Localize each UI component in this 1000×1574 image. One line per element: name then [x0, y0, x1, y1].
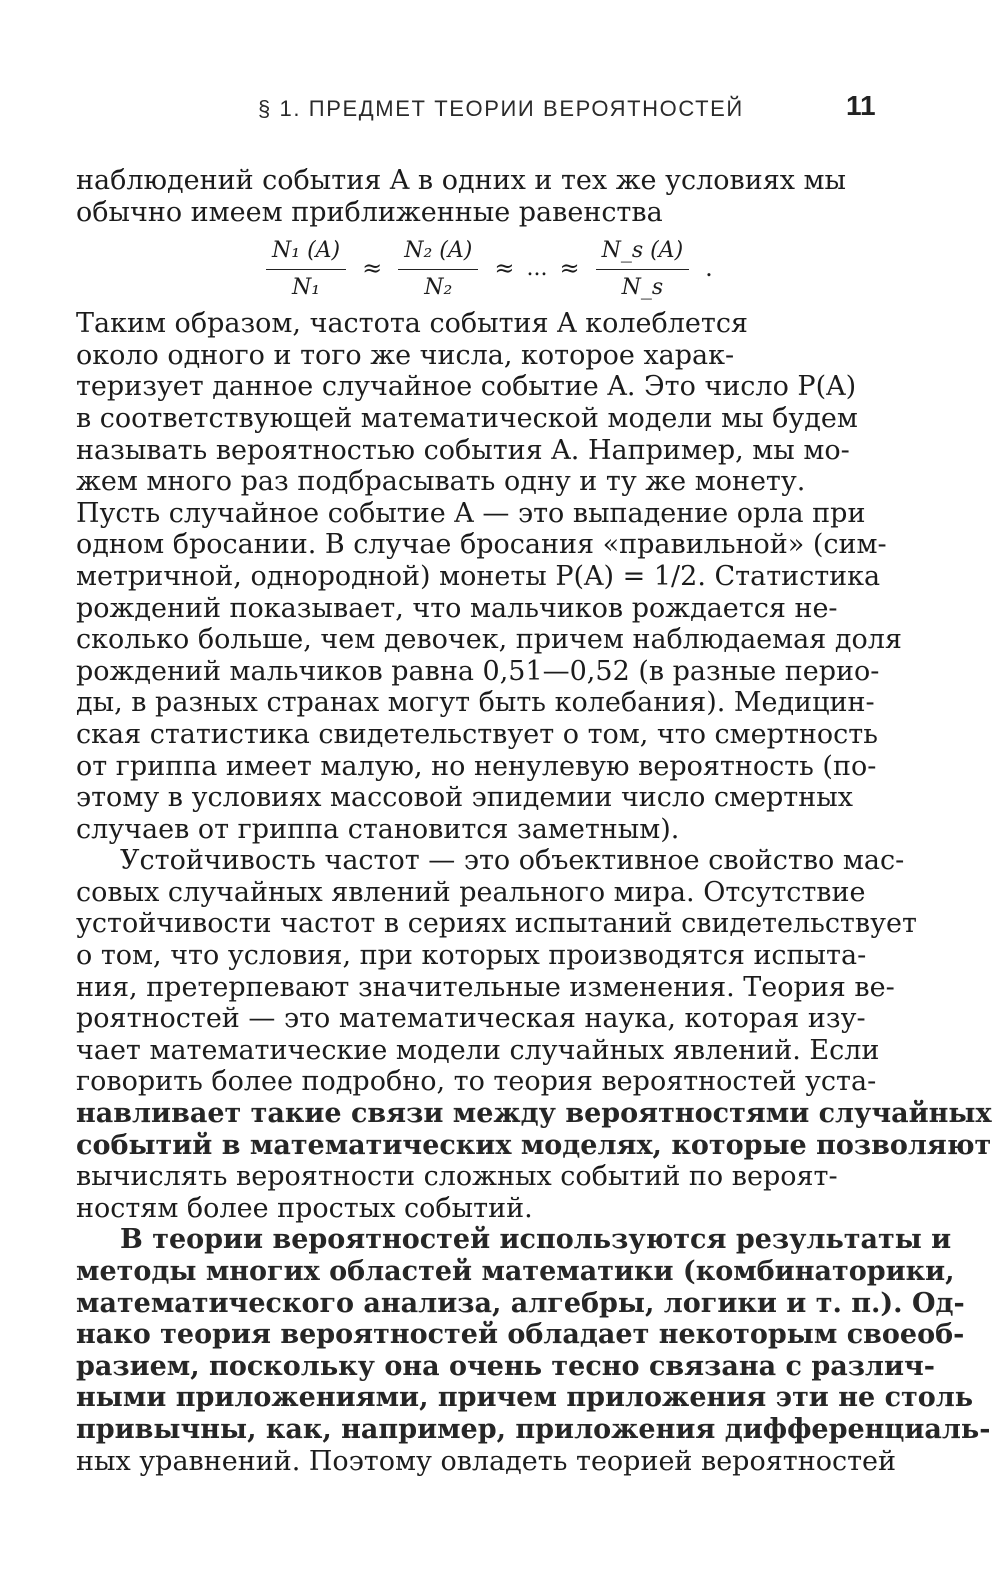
text-line: совых случайных явлений реального мира. Отсутствие [76, 876, 866, 908]
text-line: привычны, как, например, приложения дифференциаль- [76, 1413, 991, 1445]
fraction-denominator: N_s [621, 274, 664, 300]
text-line: наблюдений события A в одних и тех же условиях мы [76, 165, 847, 196]
fraction-numerator: N_s (A) [596, 235, 690, 270]
text-line: одном бросании. В случае бросания «правильной» (сим- [76, 529, 887, 561]
fraction-numerator: N₂ (A) [398, 235, 478, 270]
text-line: метричной, однородной) монеты P(A) = 1/2. Статистика [76, 560, 881, 592]
approx-sign: ≈ [559, 254, 580, 283]
text-line: ды, в разных странах могут быть колебания). Медицин- [76, 687, 875, 719]
fraction-numerator: N₁ (A) [266, 235, 346, 270]
approx-equalities-formula [76, 240, 870, 298]
text-line: методы многих областей математики (комбинаторики, [76, 1256, 955, 1287]
text-line: Пусть случайное событие A — это выпадение орла при [76, 497, 866, 529]
page-number: 11 [846, 90, 876, 121]
text-line: нако теория вероятностей обладает некоторым своеоб- [76, 1319, 965, 1351]
text-line: событий в математических моделях, которые позволяют [76, 1129, 992, 1161]
text-line: о том, что условия, при которых производятся испыта- [76, 940, 867, 972]
text-line: вычислять вероятности сложных событий по вероят- [76, 1161, 838, 1193]
text-line: рождений показывает, что мальчиков рождается не- [76, 592, 838, 624]
text-line: ных уравнений. Поэтому овладеть теорией вероятностей [76, 1445, 896, 1477]
text-line: ская статистика свидетельствует о том, что смертность [76, 718, 878, 750]
text-line: ностям более простых событий. [76, 1192, 533, 1224]
text-line: случаев от гриппа становится заметным). [76, 813, 680, 845]
text-line: этому в условиях массовой эпидемии число смертных [76, 782, 853, 814]
text-line: разием, поскольку она очень тесно связана с различ- [76, 1350, 935, 1382]
page-header [0, 90, 1000, 130]
approx-sign: ≈ [362, 254, 383, 283]
text-line: теризует данное случайное событие A. Это число P(A) [76, 371, 857, 403]
text-body [76, 165, 992, 1477]
text-line: около одного и того же числа, которое харак- [76, 339, 735, 371]
text-line: обычно имеем приближенные равенства [76, 196, 663, 228]
text-line: от гриппа имеет малую, но ненулевую вероятность (по- [76, 750, 877, 782]
text-line: говорить более подробно, то теория вероятностей уста- [76, 1066, 877, 1098]
approx-sign: ≈ [494, 254, 515, 283]
text-line: ния, претерпевают значительные изменения. Теория ве- [76, 971, 895, 1003]
text-line: в соответствующей математической модели мы будем [76, 402, 858, 434]
text-line: сколько больше, чем девочек, причем наблюдаемая доля [76, 624, 902, 656]
formula-period: . [705, 254, 713, 283]
text-line: чает математические модели случайных явлений. Если [76, 1034, 880, 1066]
fraction [596, 235, 690, 303]
text-line: ными приложениями, причем приложения эти не столь [76, 1382, 974, 1414]
text-line: навливает такие связи между вероятностями случайных [76, 1098, 992, 1130]
text-line: Таким образом, частота события A колеблется [76, 308, 748, 340]
text-line: рождений мальчиков равна 0,51—0,52 (в разные перио- [76, 655, 880, 687]
text-line: жем много раз подбрасывать одну и ту же монету. [76, 466, 806, 498]
running-head: § 1. ПРЕДМЕТ ТЕОРИИ ВЕРОЯТНОСТЕЙ [258, 96, 744, 121]
fraction-denominator: N₁ [292, 274, 321, 300]
text-line: В теории вероятностей используются результаты и [120, 1224, 952, 1256]
text-line: Устойчивость частот — это объективное свойство мас- [120, 845, 905, 877]
text-line: называть вероятностью события A. Например, мы мо- [76, 434, 850, 466]
ellipsis: ... [526, 256, 548, 282]
text-line: устойчивости частот в сериях испытаний свидетельствует [76, 908, 917, 940]
fraction [266, 235, 346, 303]
text-line: математического анализа, алгебры, логики и т. п.). Од- [76, 1287, 965, 1319]
fraction-denominator: N₂ [424, 274, 453, 300]
text-line: роятностей — это математическая наука, которая изу- [76, 1003, 866, 1035]
fraction [398, 235, 478, 303]
